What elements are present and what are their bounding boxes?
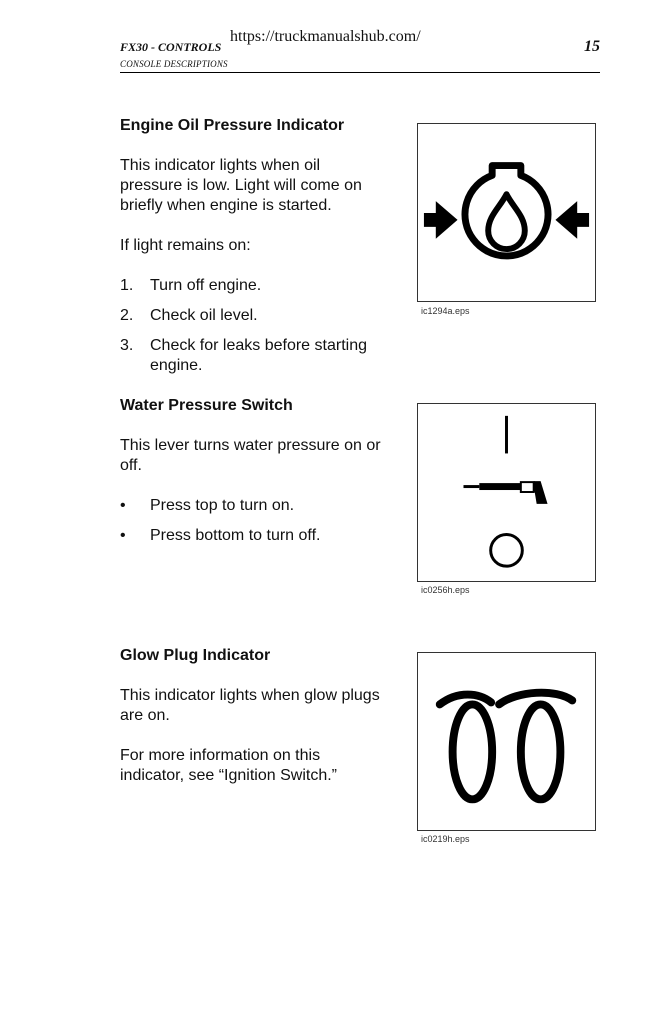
section-heading-oil-pressure: Engine Oil Pressure Indicator <box>120 117 345 134</box>
figure-caption: ic1294a.eps <box>421 306 470 316</box>
list-item <box>120 336 385 376</box>
spray-wand-icon <box>463 481 547 504</box>
figure-caption: ic0219h.eps <box>421 834 470 844</box>
paragraph: For more information on this indicator, see “Ignition Switch.” <box>120 747 337 784</box>
list-text: Check oil level. <box>150 307 258 324</box>
section-heading-water-pressure: Water Pressure Switch <box>120 397 293 414</box>
list-marker: 1. <box>120 277 134 294</box>
list-text: Press bottom to turn off. <box>150 527 321 544</box>
header-title: FX30 - CONTROLS <box>120 40 222 54</box>
page-number: 15 <box>584 38 600 55</box>
list-text: Turn off engine. <box>150 277 262 294</box>
figure-caption: ic0256h.eps <box>421 585 470 595</box>
list-text: Press top to turn on. <box>150 497 295 514</box>
figure-glow-plug <box>417 652 596 831</box>
list-item <box>120 496 385 516</box>
list-marker: • <box>120 527 126 544</box>
list-marker: 3. <box>120 337 134 354</box>
figure-water-pressure-switch <box>417 403 596 582</box>
water-pressure-switch-icon <box>418 404 595 581</box>
glow-plug-icon <box>418 653 595 830</box>
list-item <box>120 526 385 546</box>
list-text: Check for leaks before starting engine. <box>150 337 367 374</box>
watermark-url: https://truckmanualshub.com/ <box>230 28 421 45</box>
figure-oil-pressure <box>417 123 596 302</box>
header-rule <box>120 72 600 73</box>
paragraph: This lever turns water pressure on or off. <box>120 437 381 474</box>
list-item <box>120 276 385 296</box>
list-marker: • <box>120 497 126 514</box>
on-symbol <box>505 416 508 454</box>
paragraph: This indicator lights when oil pressure is low. Light will come on briefly when engine is started. <box>120 157 362 214</box>
section-heading-glow-plug: Glow Plug Indicator <box>120 647 271 664</box>
oil-pressure-icon <box>418 124 595 301</box>
paragraph: This indicator lights when glow plugs are on. <box>120 687 380 724</box>
header-subtitle: CONSOLE DESCRIPTIONS <box>120 59 228 69</box>
paragraph: If light remains on: <box>120 237 251 254</box>
list-marker: 2. <box>120 307 134 324</box>
off-symbol <box>491 535 523 567</box>
list-item <box>120 306 385 326</box>
